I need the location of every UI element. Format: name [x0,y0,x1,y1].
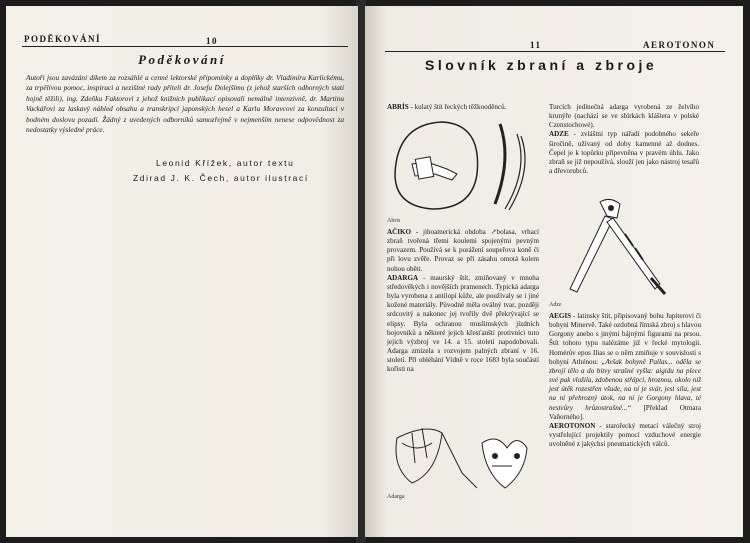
entry-abris: ABRÍS - kulatý štít řeckých těžkooděnců. [387,103,507,111]
left-page [6,6,358,537]
header-rule [22,46,348,47]
header-rule [385,51,725,52]
entry-acicko: AČIKO - jihoamerická obdoba ↗bolasa, vrhací zbraň tvořená třemi koulemi spojenými pevným provazem. Používá se k porážení soupeřova koně či při lovu zvěře. Provaz se při zásahu omotá kolem nohou oběti. [387,228,539,273]
left-running-head: PODĚKOVÁNÍ [24,34,102,44]
author-credit: Leonid Křížek, autor textu [156,158,295,168]
illustrator-credit: Zdirad J. K. Čech, autor ilustrací [133,173,309,183]
dictionary-title: Slovník zbraní a zbroje [425,57,658,73]
right-page-number: 11 [530,40,542,50]
col2-body [549,312,701,449]
col1-body [387,228,539,375]
term-adarga: ADARGA [387,273,419,282]
term-adze: ADZE [549,130,569,139]
adarga-continued: Turcích jedinečná adarga vyrobená ze želvího krunýře (nachází se ve sbírkách kláštera v polské Czenstochowé). [549,103,699,130]
entry-adarga: ADARGA - maurský štít, zmiňovaný v mnoha středověkých i novějších pramenech. Typická adarga byla vyrobena z antilopí kůže, ale používaly se i jiné kožené materiály. Původně měla oválný tvar, později srdcovitý a nakonec jej tvořily dvě překrývající se elipsy. Byla ochranou muslimských jízdních bojovníků a některé jejich křesťanští protivníci tuto jejich výzbroj ve 14. a 15. století napodobovali. Adarga zmizela s rozvojem palných zbraní v 16. století. Při obléhání Vídně v roce 1683 byla součástí kořisti na [387,273,539,374]
term-aerotonon: AEROTONON [549,421,596,430]
entry-aegis: AEGIS - latinsky štít, připisovaný bohu Jupiterovi či bohyni Minervě. Také ozdobná římská zbroj s hlavou Gorgony anebo s jinými bájnými figurami na prsou. Štít tohoto typu nalézáme již v řecké mytologii. Homérův epos Ilias se o něm zmiňuje v souvislosti s bohyní Athénou: „Avšak bohyně Pallas... oděla se zbrojí tělo a do bitvy strašné vyšla: aigidu na plece své pak vložila, zdobenou střápci, hroznou, okolo níž jest útěk rozestřen všude, na ní je svár, jest síla, jest na ní přehrozný útok, na ní je Gorgony hlava, té nestvůry hrůzostrašné...“ [Překlad Otmara Vaňorného]. [549,312,701,421]
col2-top [549,103,699,176]
term-acicko: AČIKO [387,228,412,236]
term-aegis: AEGIS [549,312,572,320]
term-abris: ABRÍS [387,103,409,111]
entry-aerotonon: AEROTONON - starořecký metací válečný stroj vystřelující projektily pomocí vzduchové energie uvolněné z jakýchsi pneumatických válců. [549,421,701,449]
caption-abris: Abris [387,218,401,224]
caption-adze: Adze [549,302,562,308]
adarga-illustration [387,418,537,498]
right-running-head: AEROTONON [643,40,716,50]
acknowledgements-text: Autoři jsou zavázáni díkem za rozsáhlé a cenné lektorské připomínky a doplňky dr. Vladimíru Karlickému, za trpělivou pomoc, inspiraci a nezištné rady příteli dr. Josefu Dolejšímu (z jehož starších odborných statí hojně těžili), ing. Zdeňku Faktorovi z jehož knižních publikací opisovali nemálně intenzivně, dr. Martinu Vackářovi za laskavý náhled obsahu a transkripcí japonských hesel a Karlu Moravcovi za konzultaci v bodném doslovu pozadí. Žádný z uvedených odborníků samozřejmě v nejmenším nenese odpovědnost za nedostatky výsledné práce. [26,73,344,135]
caption-adarga: Adarga [387,494,405,500]
adze-illustration [555,194,705,299]
aegis-quote: „Avšak bohyně Pallas... oděla se zbrojí tělo a do bitvy strašné vyšla: aigidu na plece své pak vložila, zdobenou střápci, hroznou, okolo níž jest útěk rozestřen všude, na ní je svár, jest síla, jest na ní přehrozný útok, na ní je Gorgony hlava, té nestvůry hrůzostrašné...“ [549,357,701,412]
acknowledgements-title: Poděkování [138,52,226,67]
left-page-number: 10 [206,36,218,46]
entry-adze: ADZE - zvláštní typ nářadí podobného sekeře širočině, užívaný od doby kamenné až dodnes. Čepel je k topůrku připevněna v pravém úhlu. Jako zbraň se již nepoužívá, slouží jen jako nástroj tesařů a dřevorubců. [549,130,699,176]
abris-illustration [387,114,537,214]
right-page [365,6,743,537]
